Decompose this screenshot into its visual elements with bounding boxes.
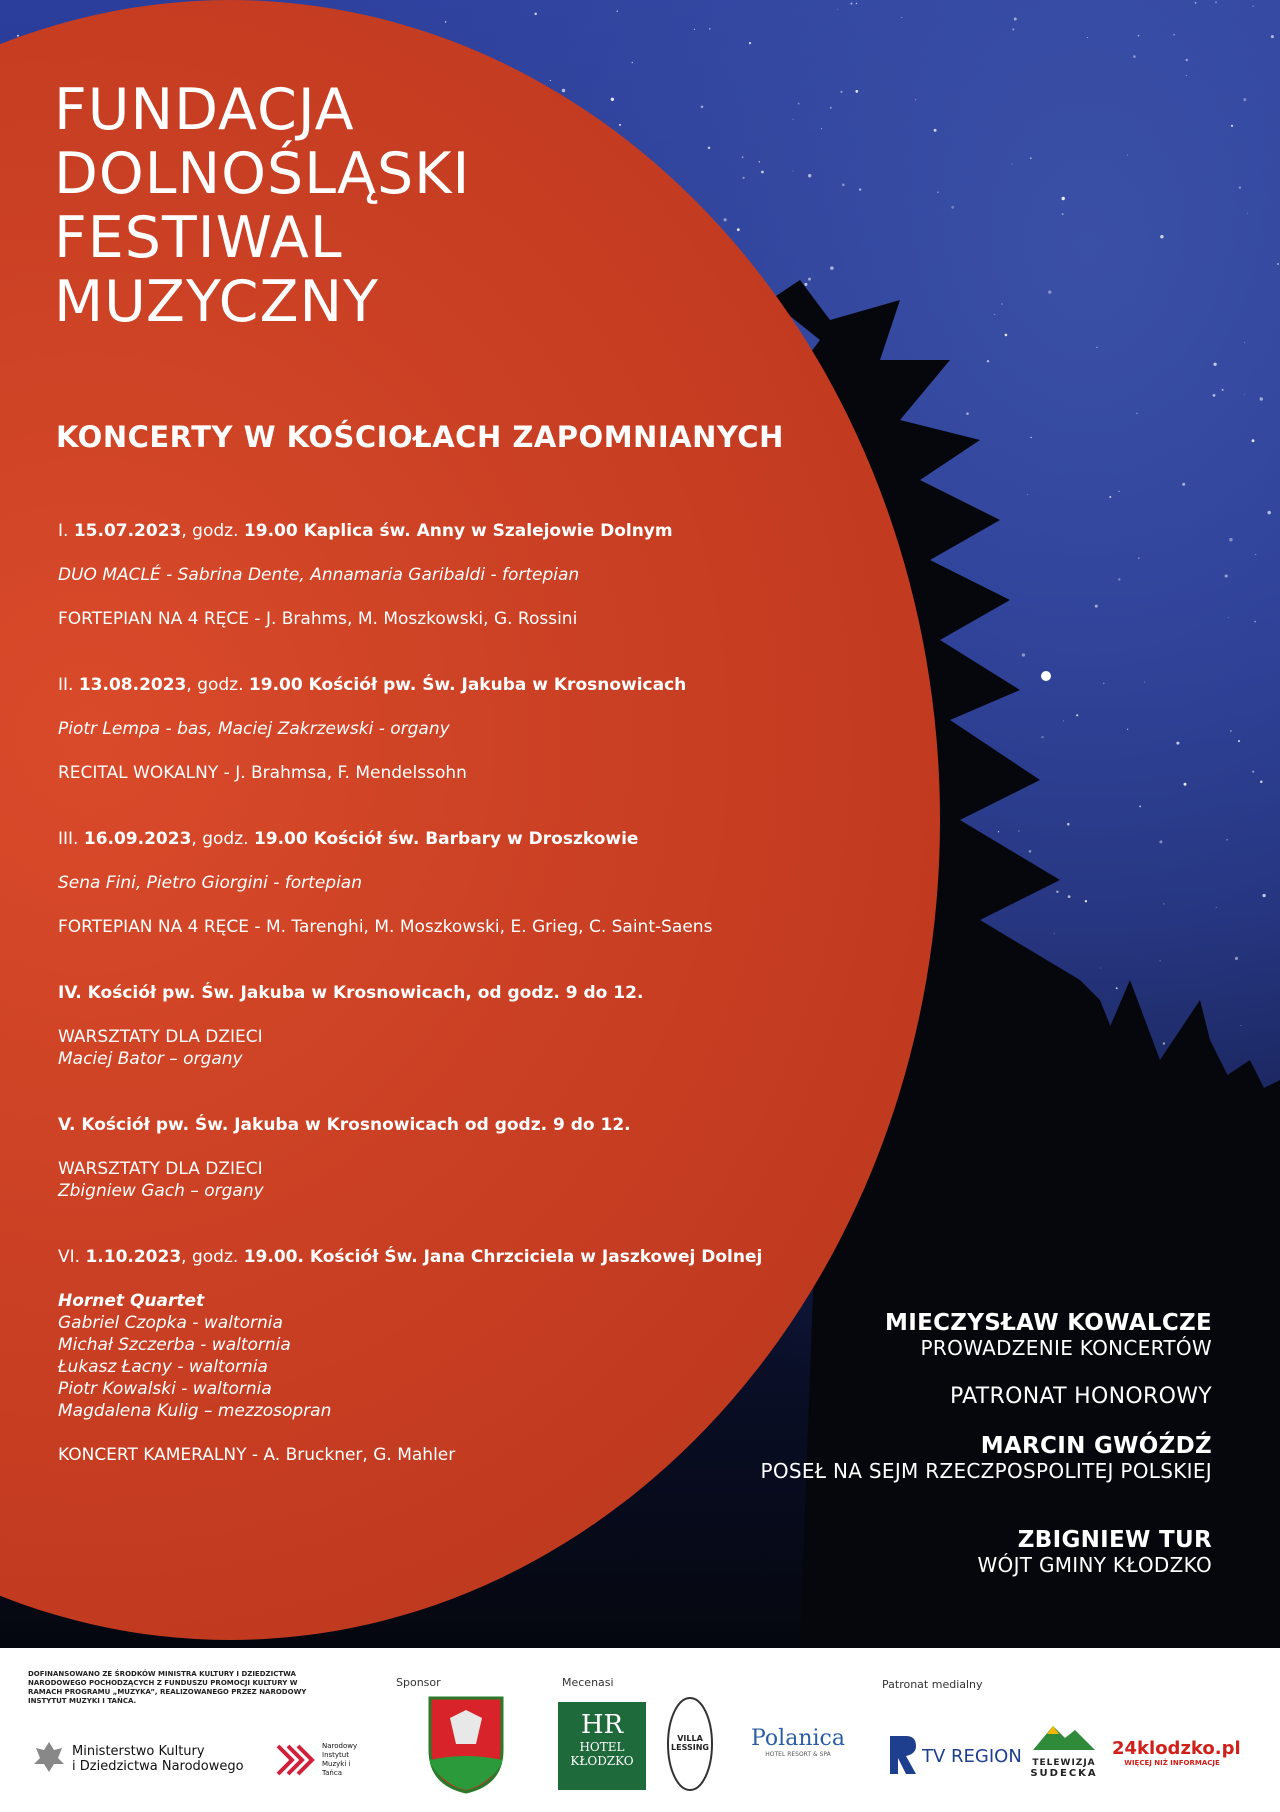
sudecka-text: SUDECKA: [1030, 1768, 1098, 1779]
event-5: [58, 1114, 758, 1202]
event-heading: [58, 674, 758, 696]
event-repertoire: FORTEPIAN NA 4 RĘCE - J. Brahms, M. Moszkowski, G. Rossini: [58, 609, 578, 629]
patron-role: WÓJT GMINY KŁODZKO: [977, 1553, 1212, 1577]
polish-eagle-icon: [30, 1738, 68, 1776]
event-hour-prefix: , godz.: [181, 521, 239, 541]
patron-role: POSEŁ NA SEJM RZECZPOSPOLITEJ POLSKIEJ: [760, 1459, 1212, 1483]
credits-block: [760, 1310, 1212, 1601]
event-performers: DUO MACLÉ - Sabrina Dente, Annamaria Garibaldi - fortepian: [58, 565, 580, 585]
event-place: 19.00 Kościół św. Barbary w Droszkowie: [253, 829, 639, 849]
title-line: MUZYCZNY: [54, 269, 379, 335]
event-performers: Piotr Lempa - bas, Maciej Zakrzewski - organy: [58, 719, 450, 739]
event-repertoire: KONCERT KAMERALNY - A. Bruckner, G. Mahler: [58, 1445, 456, 1465]
villa-lessing-logo: [664, 1694, 716, 1794]
event-number: VI.: [58, 1247, 81, 1267]
festival-title: [54, 78, 470, 334]
concert-program: [58, 520, 763, 1510]
event-heading: [58, 1246, 763, 1268]
event-hour-prefix: , godz.: [191, 829, 249, 849]
nimit-logo-icon: [276, 1742, 316, 1778]
hotel-line: KŁODZKO: [570, 1754, 634, 1768]
gmina-coat-of-arms-icon: [426, 1694, 506, 1794]
event-2: [58, 674, 758, 784]
tv-region-name: TV REGION: [922, 1746, 1022, 1767]
polanica-name: Polanica: [751, 1726, 845, 1751]
telewizja-sudecka-logo: [1024, 1718, 1104, 1779]
sponsor-footer: [0, 1648, 1280, 1812]
event-number: I.: [58, 521, 69, 541]
hotel-monogram-icon: HR: [580, 1710, 624, 1740]
event-repertoire: WARSZTATY DLA DZIECI: [58, 1027, 263, 1047]
event-performers: Maciej Bator – organy: [58, 1049, 243, 1069]
title-line: FESTIWAL: [54, 205, 343, 271]
event-date: 13.08.2023: [78, 675, 187, 695]
event-repertoire: WARSZTATY DLA DZIECI: [58, 1159, 263, 1179]
tv-region-icon: [886, 1732, 920, 1778]
event-place: 19.00 Kościół pw. Św. Jakuba w Krosnowicach: [248, 675, 687, 695]
event-heading-text: IV. Kościół pw. Św. Jakuba w Krosnowicach, od godz. 9 do 12.: [58, 983, 644, 1003]
portal-24klodzko-logo: [1112, 1738, 1241, 1767]
patronage-label: PATRONAT HONOROWY: [950, 1384, 1212, 1409]
event-heading: [58, 520, 758, 542]
host-role: PROWADZENIE KONCERTÓW: [920, 1336, 1212, 1360]
event-repertoire: RECITAL WOKALNY - J. Brahmsa, F. Mendelssohn: [58, 763, 467, 783]
event-performers: Sena Fini, Pietro Giorgini - fortepian: [58, 873, 362, 893]
ensemble-member: Łukasz Łacny - waltornia: [58, 1357, 268, 1377]
ensemble-member: Magdalena Kulig – mezzosopran: [58, 1401, 332, 1421]
event-number: III.: [58, 829, 79, 849]
nimit-text: Narodowy Instytut Muzyki i Tańca: [322, 1742, 358, 1777]
polanica-subtitle: HOTEL RESORT & SPA: [765, 1751, 831, 1758]
patron-name: MARCIN GWÓŹDŹ: [980, 1433, 1212, 1459]
polanica-logo: [748, 1726, 848, 1758]
event-hour-prefix: , godz.: [181, 1247, 239, 1267]
portal-name: 24klodzko.pl: [1112, 1738, 1241, 1759]
host-name: MIECZYSŁAW KOWALCZE: [885, 1310, 1212, 1336]
event-hour-prefix: , godz.: [186, 675, 244, 695]
villa-name: VILLA LESSING: [671, 1734, 709, 1752]
concert-series-title: KONCERTY W KOŚCIOŁACH ZAPOMNIANYCH: [56, 420, 784, 454]
event-place: 19.00 Kaplica św. Anny w Szalejowie Dolnym: [243, 521, 673, 541]
event-performers: Zbigniew Gach – organy: [58, 1181, 264, 1201]
ministry-line: i Dziedzictwa Narodowego: [72, 1759, 244, 1774]
title-line: FUNDACJA: [54, 77, 355, 143]
event-heading-text: V. Kościół pw. Św. Jakuba w Krosnowicach od godz. 9 do 12.: [58, 1115, 631, 1135]
media-patrons-label: Patronat medialny: [882, 1678, 983, 1691]
event-heading: [58, 982, 758, 1004]
patron-name: ZBIGNIEW TUR: [1017, 1527, 1212, 1553]
mountain-icon: [1029, 1718, 1099, 1754]
title-line: DOLNOŚLĄSKI: [54, 141, 471, 207]
event-heading: [58, 828, 758, 850]
ministry-line: Ministerstwo Kultury: [72, 1744, 205, 1759]
ensemble-member: Gabriel Czopka - waltornia: [58, 1313, 283, 1333]
event-date: 15.07.2023: [73, 521, 182, 541]
ministry-logo-text: [72, 1744, 244, 1774]
event-3: [58, 828, 758, 938]
telewizja-text: TELEWIZJA: [1032, 1758, 1096, 1768]
ensemble-member: Michał Szczerba - waltornia: [58, 1335, 291, 1355]
tv-region-logo: [886, 1732, 1022, 1782]
event-date: 1.10.2023: [85, 1247, 182, 1267]
sponsor-label: Sponsor: [396, 1676, 441, 1689]
portal-slogan: WIĘCEJ NIŻ INFORMACJE: [1124, 1759, 1220, 1767]
event-date: 16.09.2023: [83, 829, 192, 849]
event-repertoire: FORTEPIAN NA 4 RĘCE - M. Tarenghi, M. Moszkowski, E. Grieg, C. Saint-Saens: [58, 917, 713, 937]
ensemble-member: Piotr Kowalski - waltornia: [58, 1379, 272, 1399]
patrons-label: Mecenasi: [562, 1676, 614, 1689]
ensemble-name: Hornet Quartet: [58, 1291, 205, 1311]
event-place: 19.00. Kościół Św. Jana Chrzciciela w Jaszkowej Dolnej: [243, 1247, 763, 1267]
hotel-klodzko-logo: [558, 1702, 646, 1790]
event-heading: [58, 1114, 758, 1136]
event-1: [58, 520, 758, 630]
event-4: [58, 982, 758, 1070]
hotel-line: HOTEL: [579, 1740, 625, 1754]
event-6: [58, 1246, 763, 1466]
event-number: II.: [58, 675, 74, 695]
funding-note: DOFINANSOWANO ZE ŚRODKÓW MINISTRA KULTURY I DZIEDZICTWA NARODOWEGO POCHODZĄCYCH Z FUNDUSZU PROMOCJI KULTURY W RAMACH PROGRAMU „MUZYKA”, REALIZOWANEGO PRZEZ NARODOWY INSTYTUT MUZYKI I TAŃCA.: [28, 1670, 307, 1705]
